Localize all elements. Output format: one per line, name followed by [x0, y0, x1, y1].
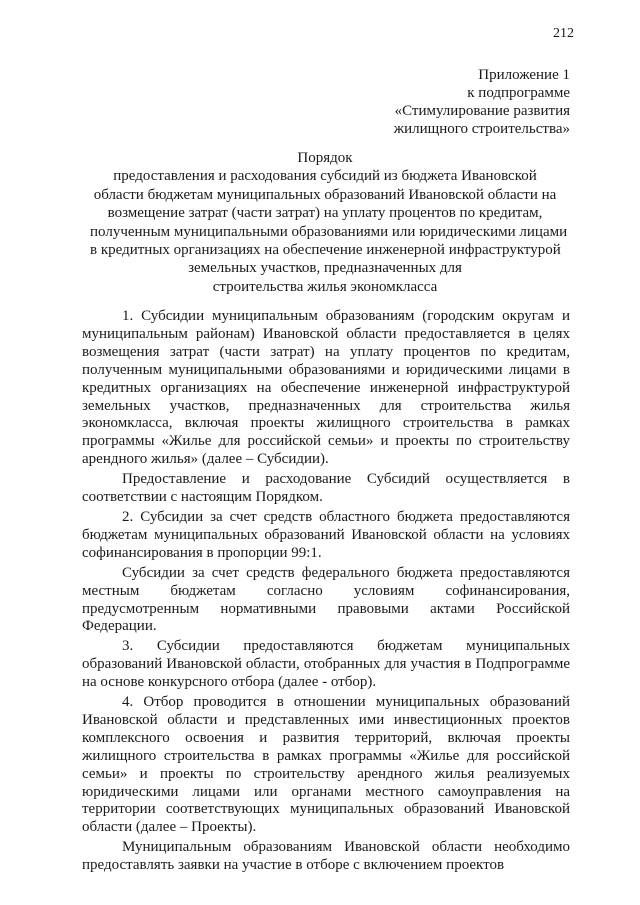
heading-line: строительства жилья экономкласса — [212, 278, 438, 295]
paragraph: 3. Субсидии предоставляются бюджетам муниципальных образований Ивановской области, отобранных для участия в Подпрограмме на основе конкурсного отбора (далее - отбор). — [82, 638, 570, 691]
appendix-reference — [394, 66, 570, 138]
heading-line: полученным муниципальными образованиями или юридическими лицами — [90, 223, 568, 240]
heading-line: предоставления и расходования субсидий из бюджета Ивановской — [113, 168, 537, 185]
document-heading — [90, 149, 568, 296]
paragraph: 1. Субсидии муниципальным образованиям (городским округам и муниципальным районам) Ивановской области предоставляется в целях возмещения затрат (части затрат) на уплату процентов по кредитам, полученным муниципальными образованиями и юридическими лицами в кредитных организациях на обеспечение инженерной инфраструктурой земельных участков, предназначенных для строительства жилья экономкласса, включая проекты жилищного строительства в рамках программы «Жилье для российской семьи» и проекты по строительству арендного жилья» (далее – Субсидии). — [82, 308, 570, 468]
heading-line: земельных участков, предназначенных для — [188, 260, 462, 277]
heading-line: возмещение затрат (части затрат) на уплату процентов по кредитам, — [107, 205, 543, 222]
appendix-line: жилищного строительства» — [393, 121, 570, 137]
paragraph: Муниципальным образованиям Ивановской области необходимо предоставлять заявки на участие в отборе с включением проектов — [82, 839, 570, 874]
page-number: 212 — [553, 26, 574, 41]
appendix-line: Приложение 1 — [478, 67, 570, 83]
appendix-line: к подпрограмме — [467, 85, 570, 101]
heading-line: области бюджетам муниципальных образований Ивановской области на — [93, 186, 557, 203]
heading-line: в кредитных организациях на обеспечение инженерной инфраструктурой — [90, 242, 561, 259]
paragraph: 2. Субсидии за счет средств областного бюджета предоставляются бюджетам муниципальных образований Ивановской области на условиях софинансирования в пропорции 99:1. — [82, 508, 570, 561]
appendix-line: «Стимулирование развития — [394, 103, 570, 119]
heading-title: Порядок — [297, 150, 353, 166]
paragraph: Предоставление и расходование Субсидий осуществляется в соответствии с настоящим Порядком. — [82, 471, 570, 506]
body-text — [82, 308, 570, 877]
paragraph: 4. Отбор проводится в отношении муниципальных образований Ивановской области и представленных ими инвестиционных проектов комплексного освоения и развития территорий, включая проекты жилищного строительства в рамках программы «Жилье для российской семьи» и проекты по строительству арендного жилья реализуемых юридическими лицами или органами местного самоуправления на территории соответствующих муниципальных образований Ивановской области (далее – Проекты). — [82, 694, 570, 836]
paragraph: Субсидии за счет средств федерального бюджета предоставляются местным бюджетам согласно условиям софинансирования, предусмотренным нормативными правовыми актами Российской Федерации. — [82, 564, 570, 635]
